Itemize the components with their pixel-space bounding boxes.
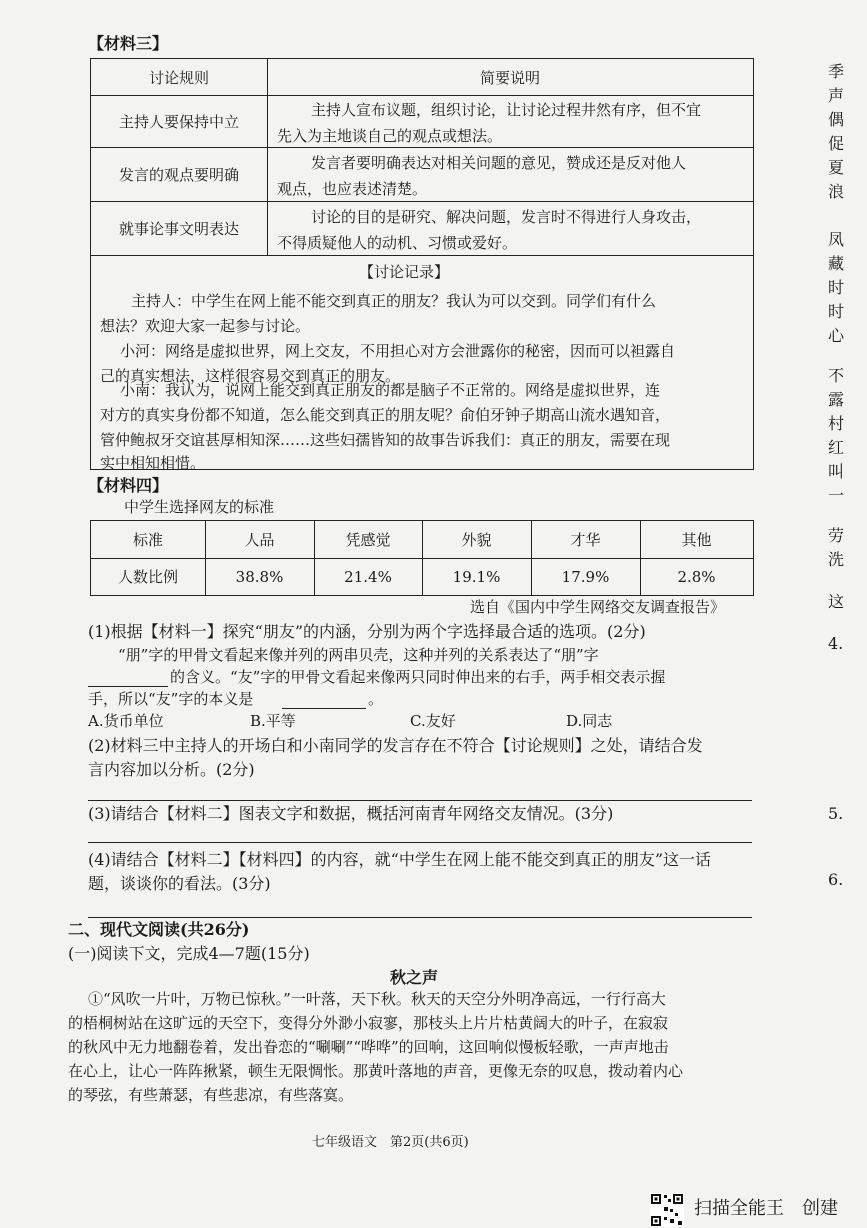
option-a: A.货币单位 bbox=[88, 712, 164, 730]
side-char: 夏 bbox=[828, 158, 845, 177]
answer-line[interactable] bbox=[88, 917, 752, 918]
rule-cell: 主持人要保持中立 bbox=[118, 112, 239, 131]
section2-subtitle: (一)阅读下文，完成4—7题(15分) bbox=[68, 944, 310, 963]
option-b: B.平等 bbox=[250, 712, 296, 730]
side-char: 心 bbox=[828, 326, 845, 345]
record-line: 管仲鲍叔牙交谊甚厚相知深……这些妇孺皆知的故事告诉我们：真正的朋友，需要在现 bbox=[100, 431, 671, 449]
question-1: (1)根据【材料一】探究“朋友”的内涵，分别为两个字选择最合适的选项。(2分) bbox=[88, 622, 646, 641]
question-1-text: 手，所以“友”字的本义是 bbox=[88, 690, 254, 708]
header-cell: 凭感觉 bbox=[345, 531, 391, 549]
exam-page: 【材料三】 讨论规则 简要说明 主持人要保持中立 主持人宣布议题，组织讨论，让讨论过程井然有序，但不宜 先入为主地谈自己的观点或想法。 发言的观点要明确 发言者要明确表达对相关问题的意见，赞成还是反对他人 观点，也应表述清楚。 就事论事文明表达 讨论的目的是研究、解决问题，发言时不得进行人身攻击， 不得质疑他人的动机、习惯或爱好。 【讨论记录】 主持人：中学生在网上能不能交到真正的朋友？我认为可以交到。同学们有什么 想法？欢迎大家一起参与讨论。 小河：网络是虚拟世界，网上交友，不用担心对方会泄露你的秘密，因而可以袒露自 己的真实想法，这样很容易交到真正的朋友。 小南：我认为，说网上能交到真正朋友的都是脑子不正常的。网络是虚拟世界，连 对方的真实身份都不知道，怎么能交到真正的朋友呢？俞伯牙钟子期高山流水遇知音， 管仲鲍叔牙交谊甚厚相知深……这些妇孺皆知的故事告诉我们：真正的朋友，需要在现 实中相知相惜。 【材料四】 中学生选择网友的标准 标准 人品 凭感觉 外貌 才华 其他 人数比例 38.8% 21.4% 19.1% 17.9% 2.8% 选自《国内中学生网络交友调查报告》 (1)根据【材料一】探究“朋友”的内涵，分别为两个字选择最合适的选项。(2分) “朋”字的甲骨文看起来像并列的两串贝壳，这种并列的关系表达了“朋”字 的含义。“友”字的甲骨文看起来像两只同时伸出来的右手，两手相交表示握 手，所以“友”字的本义是 。 A.货币单位 B.平等 C.友好 D.同志 (2)材料三中主持人的开场白和小南同学的发言存在不符合【讨论规则】之处，请结合发 言内容加以分析。(2分) (3)请结合【材料二】图表文字和数据，概括河南青年网络交友情况。(3分) (4)请结合【材料二】【材料四】的内容，就“中学生在网上能不能交到真正的朋友”这一话 题，谈谈你的看法。(3分) 二、现代文阅读(共26分) (一)阅读下文，完成4—7题(15分) 秋之声 ①“风吹一片叶，万物已惊秋。”一叶落，天下秋。秋天的天空分外明净高远，一行行高大 的梧桐树站在这旷远的天空下，变得分外渺小寂寥，那枝头上片片枯黄阔大的叶子，在寂寂 的秋风中无力地翻卷着，发出眷恋的“唰唰”“哗哗”的回响，这回响似慢板轻歌，一声声地击 在心上，让心一阵阵揪紧，顿生无限惆怅。那黄叶落地的声音，更像无奈的叹息，拨动着内心 的琴弦，有些萧瑟，有些悲凉，有些落寞。 七年级语文 第2页(共6页) 扫描全能王 创建 季 声 偶 促 夏 浪 凤 藏 时 时 心 不 露 村 红 叫 一 劳 洗 这 4. 5. 6. bbox=[0, 0, 867, 1228]
friend-criteria-table bbox=[90, 520, 754, 596]
material4-source: 选自《国内中学生网络交友调查报告》 bbox=[470, 598, 726, 616]
rule-cell: 发言的观点要明确 bbox=[118, 165, 239, 184]
side-char: 叫 bbox=[828, 462, 845, 481]
article-line: 的琴弦，有些萧瑟，有些悲凉，有些落寞。 bbox=[68, 1086, 354, 1104]
side-char: 洗 bbox=[828, 550, 845, 569]
record-line: 主持人：中学生在网上能不能交到真正的朋友？我认为可以交到。同学们有什么 bbox=[131, 292, 657, 310]
value-cell: 2.8% bbox=[677, 567, 716, 586]
side-char: 促 bbox=[828, 134, 845, 153]
desc-cell: 讨论的目的是研究、解决问题，发言时不得进行人身攻击， 不得质疑他人的动机、习惯或爱好。 bbox=[277, 208, 702, 252]
value-cell: 21.4% bbox=[344, 567, 392, 586]
answer-line[interactable] bbox=[88, 800, 752, 801]
side-char: 这 bbox=[828, 592, 845, 611]
article-line: 在心上，让心一阵阵揪紧，顿生无限惆怅。那黄叶落地的声音，更像无奈的叹息，拨动着内心 bbox=[68, 1062, 684, 1080]
header-cell: 标准 bbox=[132, 531, 163, 549]
qr-code-icon bbox=[650, 1193, 684, 1227]
question-1-text: 的含义。“友”字的甲骨文看起来像两只同时伸出来的右手，两手相交表示握 bbox=[170, 668, 666, 686]
record-title: 【讨论记录】 bbox=[359, 263, 450, 281]
question-2: (2)材料三中主持人的开场白和小南同学的发言存在不符合【讨论规则】之处，请结合发 bbox=[88, 736, 703, 755]
side-char: 浪 bbox=[828, 182, 845, 201]
side-char: 凤 bbox=[828, 230, 845, 249]
answer-blank[interactable] bbox=[88, 686, 168, 687]
value-cell: 人数比例 bbox=[117, 568, 178, 586]
question-3: (3)请结合【材料二】图表文字和数据，概括河南青年网络交友情况。(3分) bbox=[88, 804, 614, 823]
answer-line[interactable] bbox=[88, 842, 752, 843]
record-line: 实中相知相惜。 bbox=[100, 454, 206, 472]
question-4: (4)请结合【材料二】【材料四】的内容，就“中学生在网上能不能交到真正的朋友”这一话 bbox=[88, 850, 712, 869]
value-cell: 38.8% bbox=[235, 567, 284, 586]
material3-label: 【材料三】 bbox=[88, 34, 169, 53]
question-1-text: “朋”字的甲骨文看起来像并列的两串贝壳，这种并列的关系表达了“朋”字 bbox=[118, 646, 599, 664]
record-line: 小河：网络是虚拟世界，网上交友，不用担心对方会泄露你的秘密，因而可以袒露自 bbox=[120, 342, 676, 360]
record-line: 己的真实想法，这样很容易交到真正的朋友。 bbox=[100, 367, 401, 385]
header-cell: 外貌 bbox=[461, 531, 492, 549]
record-line: 小南：我认为，说网上能交到真正朋友的都是脑子不正常的。网络是虚拟世界，连 bbox=[120, 381, 661, 399]
desc-cell: 发言者要明确表达对相关问题的意见，赞成还是反对他人 观点，也应表述清楚。 bbox=[277, 154, 687, 198]
side-char: 一 bbox=[828, 486, 845, 505]
rule-cell: 就事论事文明表达 bbox=[118, 219, 239, 238]
desc-cell: 主持人宣布议题，组织讨论，让讨论过程井然有序，但不宜 先入为主地谈自己的观点或想法。 bbox=[277, 101, 702, 145]
side-char: 藏 bbox=[828, 254, 845, 273]
question-2: 言内容加以分析。(2分) bbox=[88, 760, 255, 779]
option-d: D.同志 bbox=[566, 712, 613, 730]
side-char: 5. bbox=[828, 804, 844, 823]
material4-subtitle: 中学生选择网友的标准 bbox=[124, 498, 275, 516]
answer-blank[interactable] bbox=[282, 708, 366, 709]
article-title: 秋之声 bbox=[390, 968, 439, 987]
value-cell: 19.1% bbox=[452, 567, 501, 586]
material4-label: 【材料四】 bbox=[88, 476, 169, 495]
article-line: 的秋风中无力地翻卷着，发出眷恋的“唰唰”“哗哗”的回响，这回响似慢板轻歌，一声声地击 bbox=[68, 1038, 669, 1056]
side-char: 劳 bbox=[828, 526, 845, 545]
question-4: 题，谈谈你的看法。(3分) bbox=[88, 874, 271, 893]
section2-title: 二、现代文阅读(共26分) bbox=[68, 920, 250, 939]
page-footer: 七年级语文 第2页(共6页) bbox=[312, 1135, 469, 1150]
header-cell: 才华 bbox=[570, 531, 601, 549]
side-char: 偶 bbox=[828, 110, 845, 129]
side-char: 时 bbox=[828, 278, 845, 297]
scanner-watermark: 扫描全能王 创建 bbox=[694, 1198, 838, 1219]
header-rule: 讨论规则 bbox=[148, 68, 209, 87]
article-line: 的梧桐树站在这旷远的天空下，变得分外渺小寂寥，那枝头上片片枯黄阔大的叶子，在寂寂 bbox=[68, 1014, 669, 1032]
header-desc: 简要说明 bbox=[479, 68, 540, 87]
value-cell: 17.9% bbox=[561, 567, 610, 586]
side-char: 时 bbox=[828, 302, 845, 321]
header-cell: 人品 bbox=[244, 531, 275, 549]
header-cell: 其他 bbox=[681, 531, 712, 549]
option-c: C.友好 bbox=[410, 712, 456, 730]
side-char: 红 bbox=[828, 438, 845, 457]
side-char: 季 bbox=[828, 62, 845, 81]
side-char: 声 bbox=[828, 86, 845, 105]
side-char: 露 bbox=[828, 390, 845, 409]
side-char: 6. bbox=[828, 870, 844, 889]
record-line: 想法？欢迎大家一起参与讨论。 bbox=[100, 317, 311, 335]
side-char: 村 bbox=[828, 414, 845, 433]
side-char: 不 bbox=[828, 366, 845, 385]
side-char: 4. bbox=[828, 634, 844, 653]
record-line: 对方的真实身份都不知道，怎么能交到真正的朋友呢？俞伯牙钟子期高山流水遇知音， bbox=[100, 406, 671, 424]
article-line: ①“风吹一片叶，万物已惊秋。”一叶落，天下秋。秋天的天空分外明净高远，一行行高大 bbox=[88, 990, 666, 1008]
